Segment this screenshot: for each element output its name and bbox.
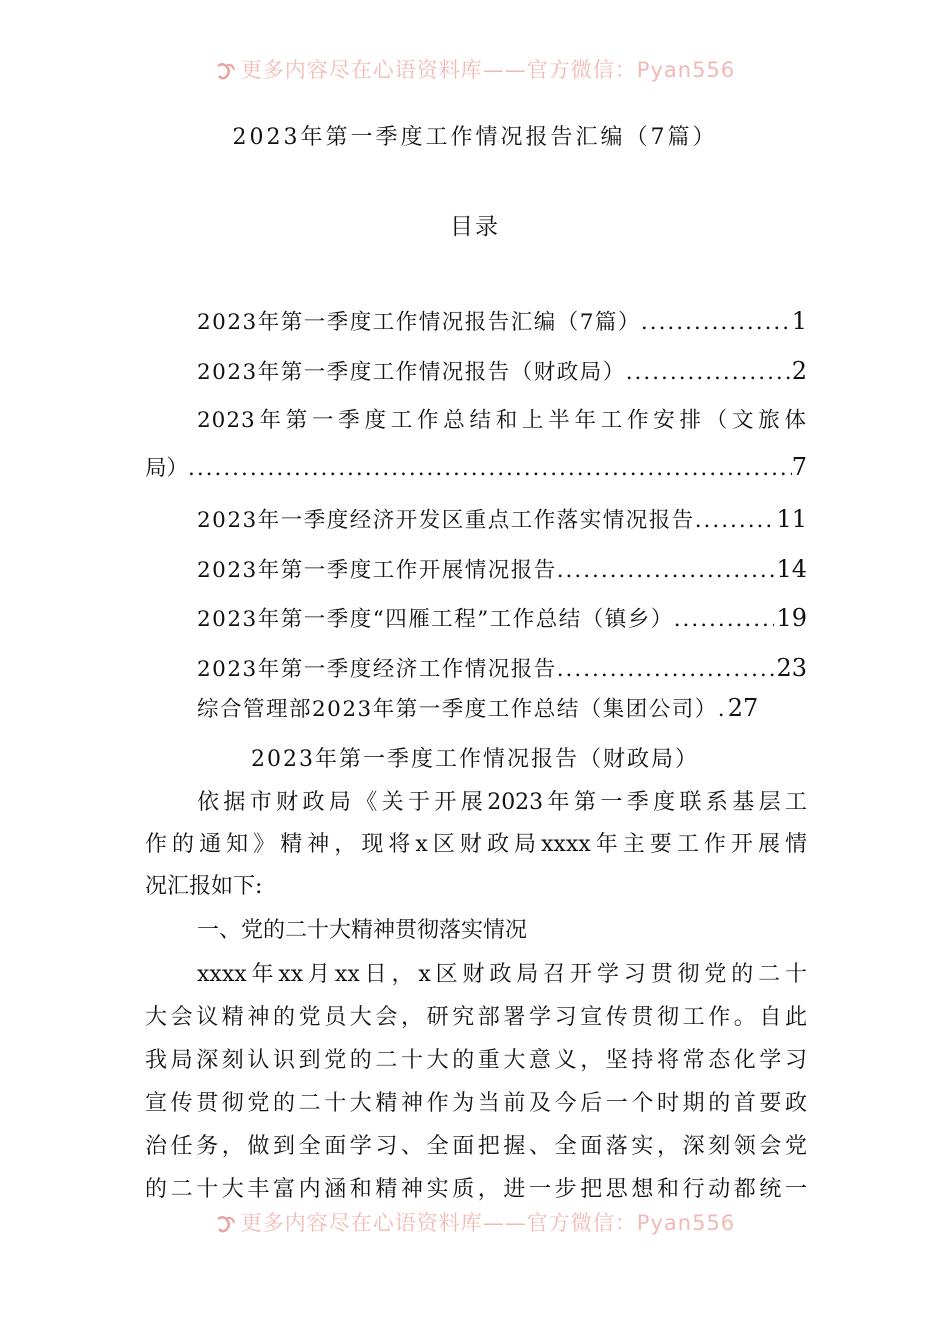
section-title: 2023年第一季度工作情况报告（财政局） [251,747,699,772]
toc-entry-5[interactable] [197,554,807,584]
toc-leader [674,605,775,635]
toc-entry-title: 2023年第一季度工作情况报告汇编（7篇） [197,310,641,335]
watermark-text: 更多内容尽在心语资料库——官方微信：Pyan556 [240,1211,736,1235]
toc-entry-title: 综合管理部2023年第一季度工作总结（集团公司） [197,697,718,722]
toc-entry-page: 7 [791,453,807,481]
toc-entry-7[interactable] [197,653,807,683]
toc-entry-page: 27 [727,694,759,722]
toc-leader [557,556,775,586]
body-line-4: 宣传贯彻党的二十大精神作为当前及今后一个时期的首要政 [145,1091,807,1116]
toc-leader [641,308,790,338]
toc-entry-title: 2023年第一季度经济工作情况报告 [197,657,557,682]
toc-entry-page: 23 [776,654,807,682]
toc-leader [557,655,775,685]
toc-entry-title: 2023年一季度经济开发区重点工作落实情况报告 [197,508,695,533]
watermark-text: 更多内容尽在心语资料库——官方微信：Pyan556 [240,58,736,82]
body-line-1: xxxx年xx月xx日，x区财政局召开学习贯彻党的二十 [197,962,807,987]
toc-entry-1[interactable] [197,306,807,336]
intro-line-1: 依据市财政局《关于开展2023年第一季度联系基层工 [197,790,807,815]
watermark-bottom [0,1211,950,1235]
watermark-top [0,58,950,82]
toc-entry-4[interactable] [197,504,807,534]
body-line-2: 大会议精神的党员大会，研究部署学习宣传贯彻工作。自此 [145,1005,807,1030]
body-line-5: 治任务，做到全面学习、全面把握、全面落实，深刻领会党 [145,1134,807,1159]
toc-entry-title: 2023年第一季度“四雁工程”工作总结（镇乡） [197,607,674,632]
toc-entry-page: 1 [791,307,807,335]
toc-leader [188,454,792,484]
toc-heading: 目录 [450,214,500,240]
body-line-3: 我局深刻认识到党的二十大的重大意义，坚持将常态化学习 [145,1048,807,1073]
toc-leader [626,358,790,388]
toc-entry-8[interactable] [197,693,807,723]
toc-entry-2[interactable] [197,356,807,386]
document-title: 2023年第一季度工作情况报告汇编（7篇） [232,125,718,150]
toc-entry-page: 14 [776,555,807,583]
toc-entry-title: 2023年第一季度工作情况报告（财政局） [197,360,626,385]
toc-leader [695,506,775,536]
watermark-logo-icon [215,1213,237,1235]
watermark-logo-icon [215,60,237,82]
toc-entry-page: 11 [776,505,807,533]
toc-entry-title: 局） [145,456,189,481]
intro-line-3: 况汇报如下: [145,874,263,899]
toc-entry-6[interactable] [197,603,807,633]
toc-entry-title: 2023年第一季度工作开展情况报告 [197,558,557,583]
body-line-6: 的二十大丰富内涵和精神实质，进一步把思想和行动都统一 [145,1177,807,1202]
toc-entry-3-line-1[interactable]: 2023年第一季度工作总结和上半年工作安排（文旅体 [197,408,807,433]
toc-entry-page: 19 [776,604,807,632]
toc-entry-page: 2 [791,357,807,385]
intro-line-2: 作的通知》精神，现将x区财政局xxxx年主要工作开展情 [145,832,807,857]
toc-entry-3-line-2[interactable] [145,452,807,482]
heading-1: 一、党的二十大精神贯彻落实情况 [197,918,528,943]
toc-leader [718,695,726,725]
